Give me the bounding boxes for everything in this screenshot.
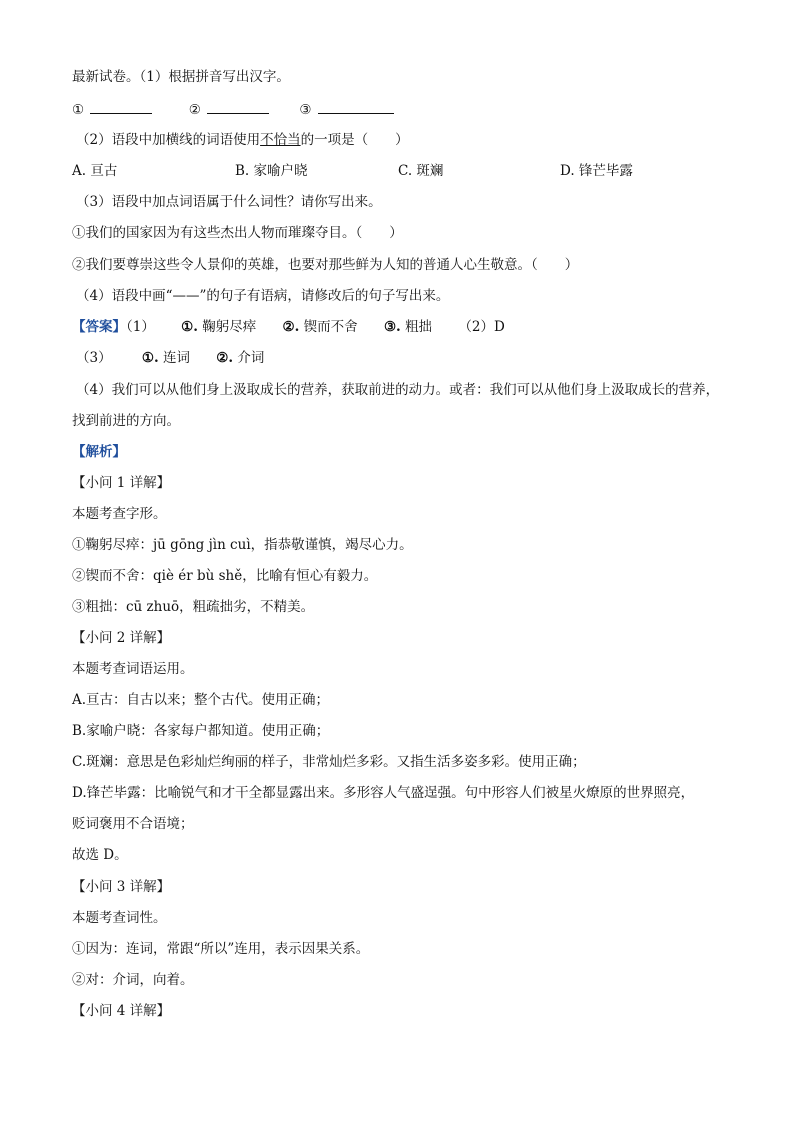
answer-tag: 【答案】 bbox=[72, 319, 126, 335]
answer-item-3-text: 粗拙 bbox=[405, 319, 433, 335]
answer-item-2-num: ②. bbox=[282, 319, 300, 335]
answer-item-3-num: ③. bbox=[383, 319, 401, 335]
sub1-line-1: ①鞠躬尽瘁：jū gōng jìn cuì，指恭敬谨慎，竭尽心力。 bbox=[72, 537, 413, 553]
question-3: （3）语段中加点词语属于什么词性？请你写出来。 bbox=[76, 194, 382, 210]
option-a: A. 亘古 bbox=[72, 163, 118, 179]
blank-label-3: ③ bbox=[299, 102, 312, 118]
question-4: （4）语段中画“——”的句子有语病，请修改后的句子写出来。 bbox=[76, 288, 450, 304]
answer-item-1-num: ①. bbox=[181, 319, 198, 335]
sub3-intro: 本题考查词性。 bbox=[72, 910, 167, 926]
question-2 bbox=[76, 130, 409, 150]
answer-line-1 bbox=[72, 317, 505, 337]
sub2-choice: 故选 D。 bbox=[72, 847, 128, 863]
sub2-option-d-line-2: 贬词褒用不合语境； bbox=[72, 816, 194, 832]
answer-part-1: （1） bbox=[126, 319, 155, 335]
answer3-item-2-num: ②. bbox=[216, 350, 234, 366]
sub2-heading: 【小问 2 详解】 bbox=[72, 630, 171, 646]
answer-part-3: （3） bbox=[76, 350, 112, 366]
q2-underlined: 不恰当 bbox=[260, 132, 301, 148]
answer-item-2-text: 锲而不舍 bbox=[303, 319, 358, 335]
sub2-option-a: A.亘古：自古以来；整个古代。使用正确； bbox=[72, 692, 330, 708]
question-3-item-2: ②我们要尊崇这些令人景仰的英雄，也要对那些鲜为人知的普通人心生敬意。（ ） bbox=[72, 257, 579, 273]
question-intro-line: 最新试卷。（1）根据拼音写出汉字。 bbox=[72, 69, 290, 85]
analysis-tag: 【解析】 bbox=[72, 444, 126, 460]
answer-line-3 bbox=[76, 348, 264, 368]
blank-label-2: ② bbox=[188, 102, 201, 118]
sub2-intro: 本题考查词语运用。 bbox=[72, 661, 194, 677]
option-d: D. 锋芒毕露 bbox=[560, 163, 633, 179]
sub1-line-2: ②锲而不舍：qiè ér bù shě，比喻有恒心有毅力。 bbox=[72, 568, 378, 584]
q2-options bbox=[72, 161, 732, 181]
sub2-option-c: C.斑斓：意思是色彩灿烂绚丽的样子，非常灿烂多彩。又指生活多姿多彩。使用正确； bbox=[72, 754, 586, 770]
sub3-heading: 【小问 3 详解】 bbox=[72, 879, 171, 895]
answer-part-2: （2）D bbox=[458, 319, 505, 335]
sub1-intro: 本题考查字形。 bbox=[72, 506, 167, 522]
option-b: B. 家喻户晓 bbox=[235, 163, 308, 179]
question-3-item-1: ①我们的国家因为有这些杰出人物而璀璨夺目。（ ） bbox=[72, 225, 403, 241]
answer-item-1-text: 鞠躬尽瘁 bbox=[202, 319, 257, 335]
sub3-line-1: ①因为：连词，常跟“所以”连用，表示因果关系。 bbox=[72, 941, 370, 957]
q2-prefix: （2）语段中加横线的词语使用 bbox=[76, 132, 261, 148]
option-c: C. 斑斓 bbox=[398, 163, 444, 179]
sub2-option-b: B.家喻户晓：各家每户都知道。使用正确； bbox=[72, 723, 330, 739]
answer-part-4-line-2: 找到前进的方向。 bbox=[72, 413, 180, 429]
answer-blank-2 bbox=[207, 99, 269, 114]
q2-suffix: 的一项是（ ） bbox=[300, 132, 409, 148]
answer3-item-1-num: ①. bbox=[141, 350, 159, 366]
answer-blank-3 bbox=[318, 99, 394, 114]
sub1-line-3: ③粗拙：cū zhuō，粗疏拙劣，不精美。 bbox=[72, 599, 315, 615]
answer-part-4-line-1: （4）我们可以从他们身上汲取成长的营养，获取前进的动力。或者：我们可以从他们身上汲取成长的营养， bbox=[76, 382, 720, 398]
answer3-item-2-text: 介词 bbox=[237, 350, 265, 366]
blank-label-1: ① bbox=[72, 102, 85, 118]
answer-blank-1 bbox=[90, 99, 152, 114]
answer3-item-1-text: 连词 bbox=[163, 350, 190, 366]
sub1-heading: 【小问 1 详解】 bbox=[72, 475, 171, 491]
sub4-heading: 【小问 4 详解】 bbox=[72, 1003, 171, 1019]
sub2-option-d-line-1: D.锋芒毕露：比喻锐气和才干全都显露出来。多形容人气盛逞强。句中形容人们被星火燎原的世界照亮， bbox=[72, 785, 695, 801]
pinyin-blanks-row bbox=[72, 99, 394, 120]
sub3-line-2: ②对：介词，向着。 bbox=[72, 972, 194, 988]
